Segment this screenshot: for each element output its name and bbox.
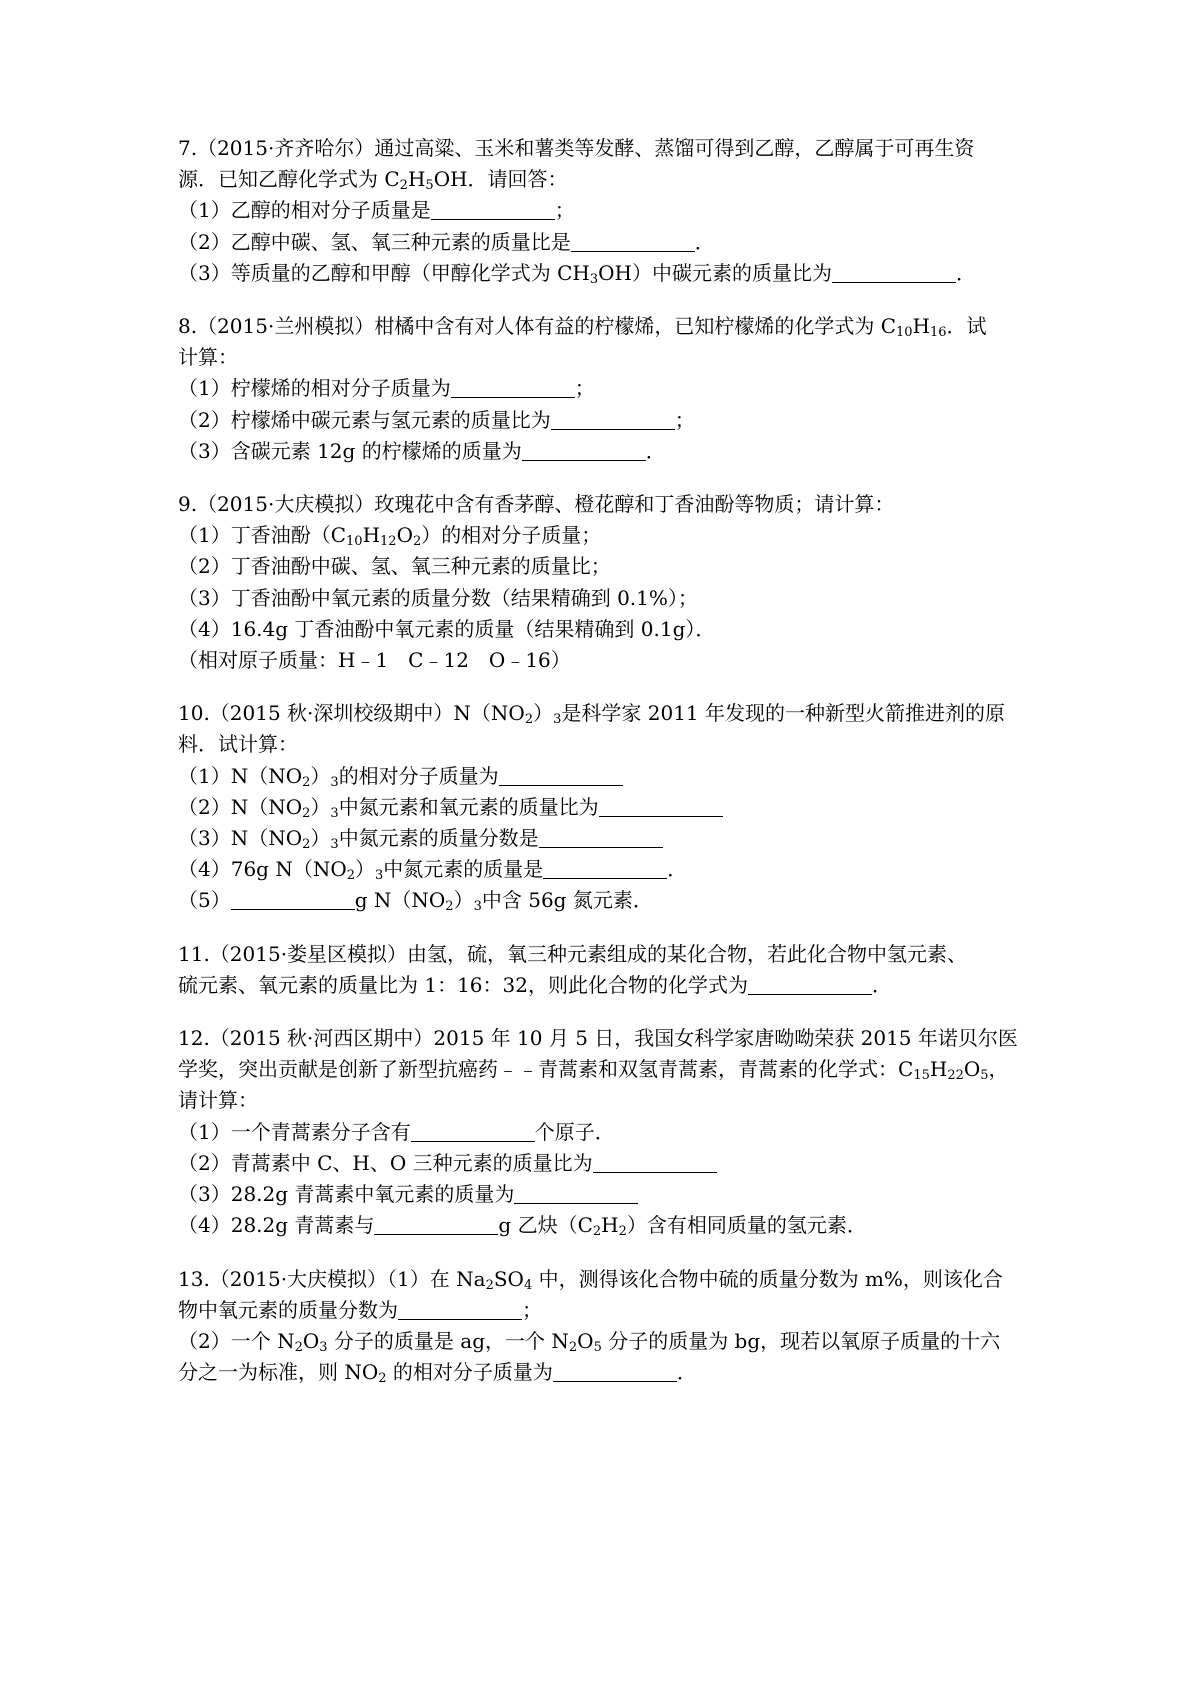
problem-line: 料．试计算： [178, 732, 298, 757]
problem-line: （4）28.2g 青蒿素与 g 乙炔$(C_2H_2)$含有相同质量的氢元素． [178, 1213, 867, 1240]
problem-10 [178, 698, 1028, 916]
answer-blank[interactable] [431, 199, 555, 220]
problem-line: 学奖，突出贡献是创新了新型抗癌药﹣﹣青蒿素和双氢青蒿素，青蒿素的化学式：$C_{15}H_{22}O_5$， [178, 1057, 1009, 1084]
problem-line: （5） g $N(NO_2)_3$中含 56g 氮元素． [178, 888, 653, 915]
answer-blank[interactable] [374, 1214, 498, 1235]
problem-line: 分之一为标准，则 $NO_2$ 的相对分子质量为 ． [178, 1360, 697, 1387]
answer-blank[interactable] [411, 1121, 535, 1142]
answer-blank[interactable] [539, 827, 663, 848]
problem-line: （3）等质量的乙醇和甲醇（甲醇化学式为 $CH_3OH$）中碳元素的质量比为 ． [178, 260, 976, 287]
problem-line: （2）乙醇中碳、氢、氧三种元素的质量比是 ． [178, 229, 715, 254]
problem-line: （3）含碳元素 12g 的柠檬烯的质量为 ． [178, 438, 666, 463]
problem-line: （1）一个青蒿素分子含有 个原子． [178, 1119, 615, 1144]
problem-line: （4）76g $N(NO_2)_3$中氮元素的质量是 ． [178, 857, 688, 884]
answer-blank[interactable] [514, 1183, 638, 1204]
answer-blank[interactable] [451, 377, 575, 398]
problem-7 [178, 133, 1028, 289]
answer-blank[interactable] [553, 1361, 677, 1382]
problem-line: （1）柠檬烯的相对分子质量为 ； [178, 376, 595, 401]
problem-line: （2）丁香油酚中碳、氢、氧三种元素的质量比； [178, 554, 611, 579]
problem-9 [178, 489, 1028, 676]
exercise-page [178, 133, 1028, 1410]
answer-blank[interactable] [832, 262, 956, 283]
problem-line: （2）青蒿素中 C、H、O 三种元素的质量比为 [178, 1148, 1028, 1179]
answer-blank[interactable] [593, 1152, 717, 1173]
problem-stem: 9.（2015·大庆模拟）玫瑰花中含有香茅醇、橙花醇和丁香油酚等物质；请计算： [178, 492, 895, 517]
answer-blank[interactable] [748, 974, 872, 995]
problem-line: 请计算： [178, 1088, 258, 1113]
answer-blank[interactable] [499, 765, 623, 786]
problem-line: （1）乙醇的相对分子质量是 ； [178, 198, 575, 223]
problem-line: （2）一个 $N_2O_3$ 分子的质量是 ag，一个 $N_2O_5$ 分子的质量为 bg，现若以氧原子质量的十六 [178, 1328, 1001, 1355]
problem-line: 物中氧元素的质量分数为 ； [178, 1297, 542, 1322]
problem-stem: 8.（2015·兰州模拟）柑橘中含有对人体有益的柠檬烯，已知柠檬烯的化学式为 $C_{10}H_{16}$．试 [178, 314, 987, 341]
problem-line: 计算： [178, 345, 238, 370]
problem-stem: 7.（2015·齐齐哈尔）通过高粱、玉米和薯类等发酵、蒸馏可得到乙醇，乙醇属于可再生资 [178, 136, 975, 160]
problem-line: $(2)N(NO_2)_3$中氮元素和氧元素的质量比为 [178, 792, 1028, 823]
problem-11 [178, 939, 1028, 1001]
problem-stem: 11.（2015·娄星区模拟）由氢，硫，氧三种元素组成的某化合物，若此化合物中氢元素、 [178, 941, 968, 966]
answer-blank[interactable] [543, 858, 667, 879]
problem-line: （2）柠檬烯中碳元素与氢元素的质量比为 ； [178, 407, 695, 432]
problem-line: （相对原子质量：H﹣1 C﹣12 O﹣16） [178, 648, 571, 673]
answer-blank[interactable] [551, 409, 675, 430]
problem-line: $(1)N(NO_2)_3$的相对分子质量为 [178, 761, 1028, 792]
problem-line: （3）丁香油酚中氧元素的质量分数（结果精确到 0.1%）； [178, 585, 698, 610]
problem-line: $(3)N(NO_2)_3$中氮元素的质量分数是 [178, 823, 1028, 854]
problem-stem: 10.（2015 秋·深圳校级期中）$N(NO_2)_3$是科学家 2011 年发现的一种新型火箭推进剂的原 [178, 701, 1006, 728]
problem-8 [178, 311, 1028, 467]
answer-blank[interactable] [231, 889, 355, 910]
answer-blank[interactable] [571, 231, 695, 252]
problem-line: 源．已知乙醇化学式为 $C_2H_5OH$．请回答： [178, 167, 568, 194]
answer-blank[interactable] [522, 440, 646, 461]
problem-line: （1）丁香油酚$(C_{10}H_{12}O_2)$的相对分子质量； [178, 523, 602, 550]
answer-blank[interactable] [398, 1299, 522, 1320]
problem-12 [178, 1023, 1028, 1241]
problem-stem: 13.（2015·大庆模拟）（1）在 $Na_2SO_4$ 中，测得该化合物中硫的质量分数为 m%，则该化合 [178, 1266, 1003, 1293]
problem-stem: 12.（2015 秋·河西区期中）2015 年 10 月 5 日，我国女科学家唐呦呦荣获 2015 年诺贝尔医 [178, 1026, 1018, 1051]
problem-line: 硫元素、氧元素的质量比为 1：16：32，则此化合物的化学式为 ． [178, 972, 892, 997]
answer-blank[interactable] [599, 796, 723, 817]
problem-line: （3）28.2g 青蒿素中氧元素的质量为 [178, 1179, 1028, 1210]
problem-13 [178, 1264, 1028, 1389]
problem-line: （4）16.4g 丁香油酚中氧元素的质量（结果精确到 0.1g）． [178, 616, 716, 641]
